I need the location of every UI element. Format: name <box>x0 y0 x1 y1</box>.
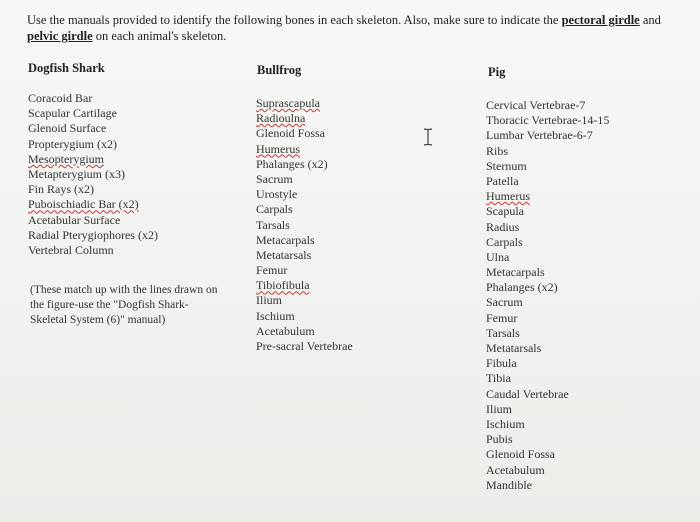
instructions-text-3: on each animal's skeleton. <box>92 29 227 43</box>
instructions-paragraph <box>27 12 677 44</box>
bullfrog-header: Bullfrog <box>257 63 302 77</box>
bone-item-fibula: Fibula <box>486 356 517 371</box>
bone-item-humerus: Humerus <box>486 189 530 204</box>
bone-item-ilium: Ilium <box>486 401 512 416</box>
bone-item-radioulna: Radioulna <box>256 111 306 126</box>
bone-item-phalanges-x2: Phalanges (x2) <box>256 156 328 171</box>
pelvic-girdle-emphasis: pelvic girdle <box>27 29 93 43</box>
bullfrog-bone-list <box>256 96 353 354</box>
bone-item-metatarsals: Metatarsals <box>256 247 312 262</box>
dogfish-shark-bone-list <box>28 91 158 258</box>
bone-item-scapular-cartilage: Scapular Cartilage <box>28 106 117 121</box>
bone-item-cervical-vertebrae-7: Cervical Vertebrae-7 <box>486 98 586 112</box>
bone-item-mandible: Mandible <box>486 477 532 492</box>
instructions-text-1: Use the manuals provided to identify the following bones in each skeleton. Also, make sure to indicate the <box>27 13 562 27</box>
bone-item-femur: Femur <box>486 310 518 325</box>
bone-item-glenoid-fossa: Glenoid Fossa <box>486 447 555 462</box>
bone-item-urostyle: Urostyle <box>256 187 298 202</box>
bone-item-carpals: Carpals <box>486 234 523 249</box>
bone-item-mesopterygium: Mesopterygium <box>28 151 104 166</box>
bone-item-vertebral-column: Vertebral Column <box>28 242 114 257</box>
bone-item-metatarsals: Metatarsals <box>486 341 542 355</box>
bone-item-acetabulum: Acetabulum <box>256 323 315 338</box>
bone-item-glenoid-fossa: Glenoid Fossa <box>256 126 325 141</box>
bone-item-lumbar-vertebrae-6-7: Lumbar Vertebrae-6-7 <box>486 128 593 143</box>
bone-item-ulna: Ulna <box>486 249 510 264</box>
bone-item-tibiofibula: Tibiofibula <box>256 278 310 293</box>
dogfish-shark-header: Dogfish Shark <box>28 61 105 75</box>
bone-item-propterygium-x2: Propterygium (x2) <box>28 136 117 151</box>
bone-item-tarsals: Tarsals <box>486 325 520 340</box>
bone-item-metacarpals: Metacarpals <box>486 265 545 280</box>
pectoral-girdle-emphasis: pectoral girdle <box>561 13 640 27</box>
bone-item-ilium: Ilium <box>256 293 282 308</box>
bone-item-radial-pterygiophores-x2: Radial Pterygiophores (x2) <box>28 227 158 242</box>
bone-item-sternum: Sternum <box>486 158 527 173</box>
bone-item-suprascapula: Suprascapula <box>256 96 320 110</box>
bone-item-ischium: Ischium <box>256 308 295 323</box>
bone-item-tarsals: Tarsals <box>256 217 290 232</box>
bone-item-carpals: Carpals <box>256 202 293 217</box>
bone-item-sacrum: Sacrum <box>256 171 293 186</box>
bone-item-radius: Radius <box>486 219 520 234</box>
bone-item-glenoid-surface: Glenoid Surface <box>28 121 107 136</box>
bone-item-pre-sacral-vertebrae: Pre-sacral Vertebrae <box>256 339 353 353</box>
bone-item-thoracic-vertebrae-14-15: Thoracic Vertebrae-14-15 <box>486 113 610 128</box>
bone-item-humerus: Humerus <box>256 141 300 156</box>
pig-header: Pig <box>488 65 506 79</box>
bone-item-sacrum: Sacrum <box>486 295 523 310</box>
bone-item-acetabular-surface: Acetabular Surface <box>28 212 121 227</box>
bone-item-femur: Femur <box>256 263 288 278</box>
bone-item-ribs: Ribs <box>486 143 509 158</box>
text-cursor-icon <box>423 128 433 146</box>
dogfish-note: (These match up with the lines drawn on the figure-use the "Dogfish Shark-Skeletal System (6)" manual) <box>30 284 218 326</box>
bone-item-acetabulum: Acetabulum <box>486 462 545 477</box>
instructions-text-2: and <box>639 13 661 27</box>
bone-item-puboischiadic-bar-x2: Puboischiadic Bar (x2) <box>28 197 139 212</box>
bone-item-caudal-vertebrae: Caudal Vertebrae <box>486 386 569 401</box>
bone-item-pubis: Pubis <box>486 432 513 447</box>
bone-item-metacarpals: Metacarpals <box>256 232 315 247</box>
bone-item-ischium: Ischium <box>486 416 525 431</box>
bone-item-fin-rays-x2: Fin Rays (x2) <box>28 182 94 197</box>
bone-item-metapterygium-x3: Metapterygium (x3) <box>28 166 125 181</box>
pig-bone-list <box>486 98 609 493</box>
bone-item-scapula: Scapula <box>486 204 524 219</box>
bone-item-tibia: Tibia <box>486 371 511 386</box>
bone-item-phalanges-x2: Phalanges (x2) <box>486 280 558 295</box>
bone-item-coracoid-bar: Coracoid Bar <box>28 91 93 105</box>
bone-item-patella: Patella <box>486 173 519 188</box>
